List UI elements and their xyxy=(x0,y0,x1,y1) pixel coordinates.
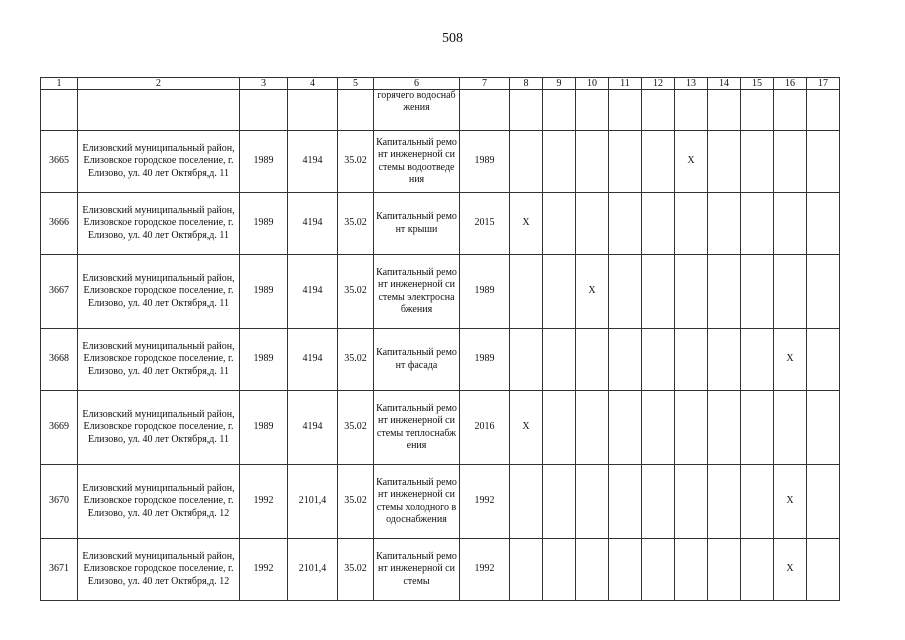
table-row xyxy=(41,329,840,391)
work-cell: Капитальный ремонт инженерной системы xyxy=(374,539,460,601)
table-row xyxy=(41,131,840,193)
mark-cell xyxy=(543,329,576,391)
year-cell: 1992 xyxy=(240,465,288,539)
mark-cell xyxy=(708,131,741,193)
rate-cell: 35.02 xyxy=(338,255,374,329)
mark-cell xyxy=(609,465,642,539)
row-id-cell: 3671 xyxy=(41,539,78,601)
mark-cell xyxy=(609,329,642,391)
mark-cell xyxy=(741,539,774,601)
mark-cell: X xyxy=(774,465,807,539)
mark-cell xyxy=(642,255,675,329)
rate-cell: 35.02 xyxy=(338,329,374,391)
plan-year-cell: 2016 xyxy=(460,391,510,465)
header-cell: 14 xyxy=(708,78,741,90)
mark-cell xyxy=(609,539,642,601)
table-body xyxy=(41,78,840,601)
mark-cell xyxy=(807,539,840,601)
year-cell: 1989 xyxy=(240,329,288,391)
mark-cell xyxy=(675,465,708,539)
mark-cell xyxy=(807,255,840,329)
continuation-row xyxy=(41,90,840,131)
rate-cell: 35.02 xyxy=(338,193,374,255)
mark-cell xyxy=(642,193,675,255)
mark-cell xyxy=(543,391,576,465)
header-cell: 4 xyxy=(288,78,338,90)
header-cell: 1 xyxy=(41,78,78,90)
mark-cell xyxy=(708,193,741,255)
header-cell: 12 xyxy=(642,78,675,90)
mark-cell xyxy=(708,329,741,391)
mark-cell xyxy=(741,465,774,539)
mark-cell xyxy=(576,131,609,193)
header-cell: 2 xyxy=(78,78,240,90)
mark-cell xyxy=(543,465,576,539)
mark-cell xyxy=(510,131,543,193)
work-cell: Капитальный ремонт инженерной системы электроснабжения xyxy=(374,255,460,329)
mark-cell xyxy=(642,131,675,193)
rate-cell: 35.02 xyxy=(338,539,374,601)
header-cell: 15 xyxy=(741,78,774,90)
area-cell: 4194 xyxy=(288,131,338,193)
cell xyxy=(609,90,642,131)
work-cell: Капитальный ремонт инженерной системы теплоснабжения xyxy=(374,391,460,465)
area-cell: 4194 xyxy=(288,329,338,391)
area-cell: 4194 xyxy=(288,391,338,465)
area-cell: 4194 xyxy=(288,193,338,255)
work-cell: Капитальный ремонт крыши xyxy=(374,193,460,255)
plan-year-cell: 1989 xyxy=(460,255,510,329)
header-cell: 6 xyxy=(374,78,460,90)
mark-cell xyxy=(675,255,708,329)
page-number: 508 xyxy=(442,31,463,46)
area-cell: 2101,4 xyxy=(288,465,338,539)
mark-cell xyxy=(774,131,807,193)
mark-cell xyxy=(774,193,807,255)
mark-cell xyxy=(708,465,741,539)
header-cell: 3 xyxy=(240,78,288,90)
rate-cell: 35.02 xyxy=(338,391,374,465)
mark-cell xyxy=(510,539,543,601)
mark-cell xyxy=(708,255,741,329)
cell xyxy=(510,90,543,131)
mark-cell xyxy=(642,539,675,601)
mark-cell xyxy=(807,465,840,539)
year-cell: 1989 xyxy=(240,255,288,329)
cell xyxy=(338,90,374,131)
mark-cell xyxy=(675,391,708,465)
mark-cell xyxy=(576,539,609,601)
cell xyxy=(41,90,78,131)
mark-cell xyxy=(774,391,807,465)
table-row xyxy=(41,539,840,601)
area-cell: 4194 xyxy=(288,255,338,329)
rate-cell: 35.02 xyxy=(338,131,374,193)
work-cell: Капитальный ремонт инженерной системы холодного водоснабжения xyxy=(374,465,460,539)
mark-cell xyxy=(543,193,576,255)
cell xyxy=(543,90,576,131)
header-cell: 17 xyxy=(807,78,840,90)
table-row xyxy=(41,465,840,539)
mark-cell: X xyxy=(510,193,543,255)
rate-cell: 35.02 xyxy=(338,465,374,539)
mark-cell xyxy=(576,329,609,391)
mark-cell xyxy=(807,391,840,465)
mark-cell xyxy=(609,193,642,255)
mark-cell xyxy=(774,255,807,329)
cell xyxy=(807,90,840,131)
plan-year-cell: 2015 xyxy=(460,193,510,255)
mark-cell xyxy=(510,465,543,539)
plan-year-cell: 1992 xyxy=(460,465,510,539)
row-id-cell: 3668 xyxy=(41,329,78,391)
register-table xyxy=(40,77,840,601)
mark-cell xyxy=(576,465,609,539)
work-cell: горячего водоснабжения xyxy=(374,90,460,131)
address-cell: Елизовский муниципальный район, Елизовское городское поселение, г. Елизово, ул. 40 лет Октября,д. 12 xyxy=(78,539,240,601)
mark-cell xyxy=(609,255,642,329)
mark-cell xyxy=(807,131,840,193)
mark-cell xyxy=(543,539,576,601)
cell xyxy=(460,90,510,131)
row-id-cell: 3670 xyxy=(41,465,78,539)
address-cell: Елизовский муниципальный район, Елизовское городское поселение, г. Елизово, ул. 40 лет Октября,д. 11 xyxy=(78,255,240,329)
mark-cell xyxy=(576,193,609,255)
header-cell: 7 xyxy=(460,78,510,90)
cell xyxy=(78,90,240,131)
mark-cell xyxy=(609,391,642,465)
mark-cell xyxy=(543,131,576,193)
row-id-cell: 3665 xyxy=(41,131,78,193)
header-cell: 11 xyxy=(609,78,642,90)
cell xyxy=(240,90,288,131)
mark-cell xyxy=(708,391,741,465)
header-cell: 8 xyxy=(510,78,543,90)
row-id-cell: 3666 xyxy=(41,193,78,255)
mark-cell xyxy=(741,255,774,329)
header-cell: 13 xyxy=(675,78,708,90)
cell xyxy=(288,90,338,131)
table-row xyxy=(41,391,840,465)
plan-year-cell: 1992 xyxy=(460,539,510,601)
mark-cell xyxy=(807,329,840,391)
year-cell: 1989 xyxy=(240,131,288,193)
mark-cell: X xyxy=(510,391,543,465)
cell xyxy=(642,90,675,131)
year-cell: 1989 xyxy=(240,391,288,465)
mark-cell xyxy=(741,329,774,391)
mark-cell xyxy=(609,131,642,193)
header-cell: 10 xyxy=(576,78,609,90)
row-id-cell: 3667 xyxy=(41,255,78,329)
row-id-cell: 3669 xyxy=(41,391,78,465)
mark-cell: X xyxy=(774,329,807,391)
address-cell: Елизовский муниципальный район, Елизовское городское поселение, г. Елизово, ул. 40 лет Октября,д. 11 xyxy=(78,391,240,465)
header-cell: 9 xyxy=(543,78,576,90)
table-row xyxy=(41,193,840,255)
mark-cell xyxy=(741,391,774,465)
cell xyxy=(675,90,708,131)
year-cell: 1989 xyxy=(240,193,288,255)
header-cell: 5 xyxy=(338,78,374,90)
mark-cell xyxy=(741,193,774,255)
cell xyxy=(774,90,807,131)
work-cell: Капитальный ремонт фасада xyxy=(374,329,460,391)
address-cell: Елизовский муниципальный район, Елизовское городское поселение, г. Елизово, ул. 40 лет Октября,д. 11 xyxy=(78,193,240,255)
area-cell: 2101,4 xyxy=(288,539,338,601)
mark-cell: X xyxy=(675,131,708,193)
mark-cell xyxy=(642,329,675,391)
mark-cell: X xyxy=(576,255,609,329)
mark-cell xyxy=(510,255,543,329)
mark-cell xyxy=(642,391,675,465)
cell xyxy=(741,90,774,131)
year-cell: 1992 xyxy=(240,539,288,601)
mark-cell xyxy=(675,539,708,601)
work-cell: Капитальный ремонт инженерной системы водоотведения xyxy=(374,131,460,193)
header-row xyxy=(41,78,840,90)
mark-cell xyxy=(741,131,774,193)
mark-cell: X xyxy=(774,539,807,601)
mark-cell xyxy=(576,391,609,465)
header-cell: 16 xyxy=(774,78,807,90)
plan-year-cell: 1989 xyxy=(460,329,510,391)
cell xyxy=(708,90,741,131)
mark-cell xyxy=(708,539,741,601)
table-row xyxy=(41,255,840,329)
mark-cell xyxy=(642,465,675,539)
address-cell: Елизовский муниципальный район, Елизовское городское поселение, г. Елизово, ул. 40 лет Октября,д. 11 xyxy=(78,131,240,193)
mark-cell xyxy=(675,193,708,255)
cell xyxy=(576,90,609,131)
mark-cell xyxy=(510,329,543,391)
plan-year-cell: 1989 xyxy=(460,131,510,193)
address-cell: Елизовский муниципальный район, Елизовское городское поселение, г. Елизово, ул. 40 лет Октября,д. 12 xyxy=(78,465,240,539)
address-cell: Елизовский муниципальный район, Елизовское городское поселение, г. Елизово, ул. 40 лет Октября,д. 11 xyxy=(78,329,240,391)
mark-cell xyxy=(543,255,576,329)
mark-cell xyxy=(807,193,840,255)
mark-cell xyxy=(675,329,708,391)
